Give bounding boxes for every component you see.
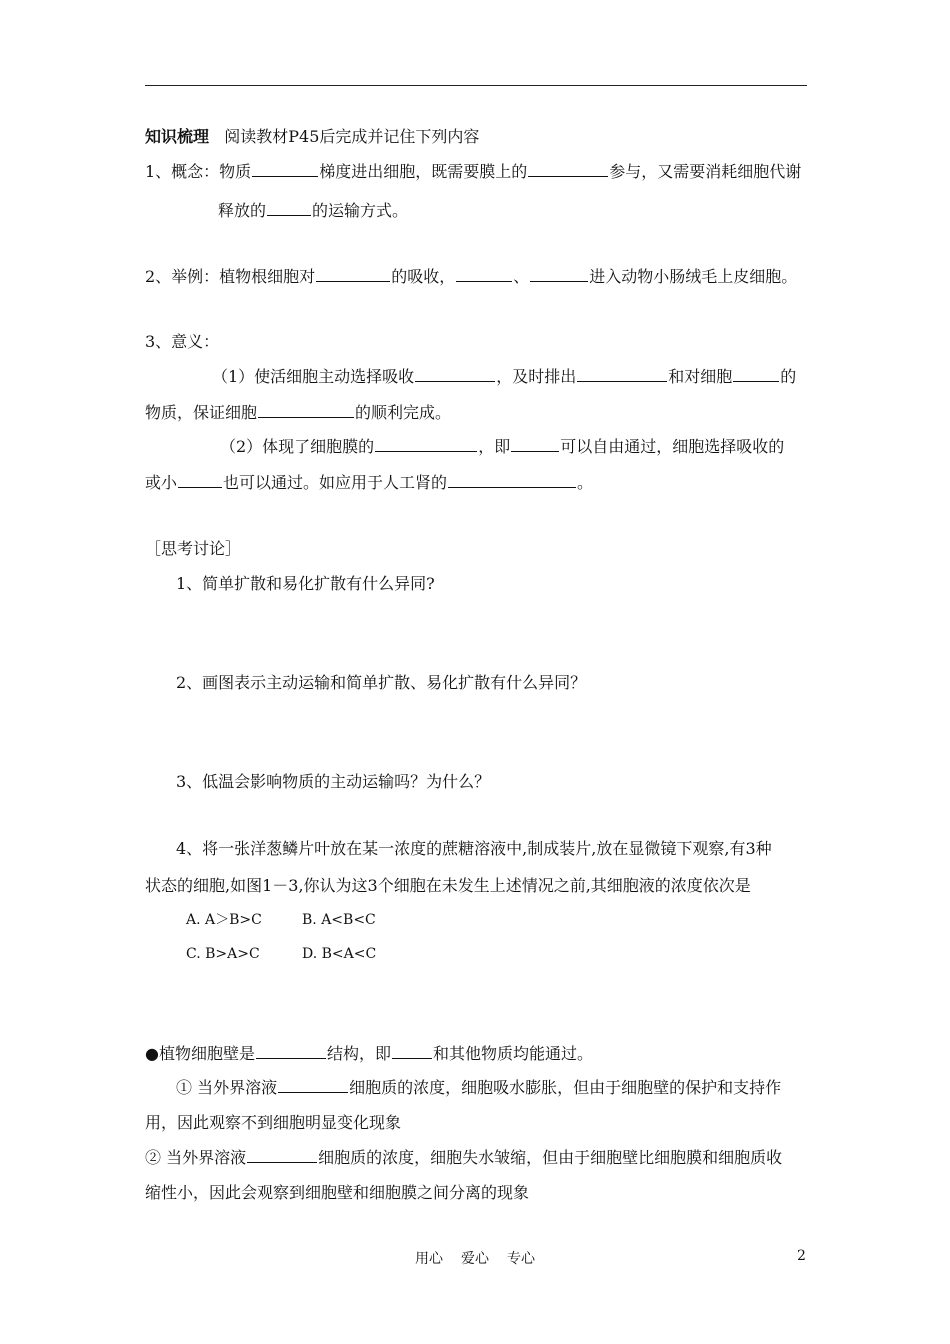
example-line <box>145 266 797 287</box>
option-a[interactable]: A. A＞B>C <box>186 912 262 928</box>
fill-blank[interactable] <box>178 472 222 488</box>
option-d[interactable]: D. B<A<C <box>302 946 377 962</box>
concept-line-1 <box>145 161 801 182</box>
meaning-title: 3、意义： <box>145 332 220 351</box>
text: （2）体现了细胞膜的 <box>220 437 375 456</box>
question-2: 2、画图表示主动运输和简单扩散、易化扩散有什么异同？ <box>176 673 587 692</box>
meaning-p1-line-2 <box>145 402 451 423</box>
heading-subtitle: 阅读教材P45后完成并记住下列内容 <box>224 127 480 146</box>
text: ① 当外界溶液 <box>176 1078 278 1097</box>
text: ，及时排出 <box>496 367 577 386</box>
fill-blank[interactable] <box>258 402 354 418</box>
fill-blank[interactable] <box>256 1043 326 1059</box>
option-c[interactable]: C. B>A>C <box>186 946 260 962</box>
cell-wall-p2-line-2: 缩性小，因此会观察到细胞壁和细胞膜之间分离的现象 <box>145 1183 530 1202</box>
cell-wall-p1-line-2: 用，因此观察不到细胞明显变化现象 <box>145 1113 402 1132</box>
text: 结构，即 <box>326 1044 391 1063</box>
text: 1、概念：物质 <box>145 162 252 181</box>
question-3: 3、低温会影响物质的主动运输吗？为什么？ <box>176 772 491 791</box>
fill-blank[interactable] <box>316 266 390 282</box>
text: 细胞质的浓度，细胞吸水膨胀，但由于细胞壁的保护和支持作 <box>349 1078 782 1097</box>
text: 的顺利完成。 <box>355 403 452 422</box>
text: 也可以通过。如应用于人工肾的 <box>223 473 448 492</box>
text: 参与，又需要消耗细胞代谢 <box>609 162 802 181</box>
footer-item: 爱心 <box>461 1251 489 1267</box>
text: 或小 <box>145 473 178 492</box>
fill-blank[interactable] <box>456 266 512 282</box>
meaning-p2-line-2 <box>145 472 593 493</box>
text: 物质，保证细胞 <box>145 403 258 422</box>
question-1: 1、简单扩散和易化扩散有什么异同? <box>176 574 435 593</box>
options-row-2 <box>186 944 376 964</box>
heading-title: 知识梳理 <box>145 127 210 146</box>
text: 释放的 <box>218 201 267 220</box>
fill-blank[interactable] <box>252 161 318 177</box>
discussion-title: ［思考讨论］ <box>145 539 242 558</box>
header-rule <box>145 85 807 86</box>
fill-blank[interactable] <box>278 1077 348 1093</box>
option-b[interactable]: B. A<B<C <box>302 912 376 928</box>
page-number: 2 <box>797 1248 806 1264</box>
text: ●植物细胞壁是 <box>145 1044 255 1063</box>
fill-blank[interactable] <box>511 436 559 452</box>
fill-blank[interactable] <box>267 200 311 216</box>
text: 的吸收， <box>391 267 456 286</box>
cell-wall-line <box>145 1043 593 1064</box>
meaning-p1-line-1 <box>212 366 796 387</box>
fill-blank[interactable] <box>733 366 779 382</box>
section-heading <box>145 127 479 147</box>
footer-slogan <box>0 1248 950 1268</box>
fill-blank[interactable] <box>247 1147 317 1163</box>
text: 细胞质的浓度，细胞失水皱缩，但由于细胞壁比细胞膜和细胞质收 <box>318 1148 783 1167</box>
fill-blank[interactable] <box>528 161 608 177</box>
question-4-line-1: 4、将一张洋葱鳞片叶放在某一浓度的蔗糖溶液中,制成装片,放在显微镜下观察,有3种 <box>176 839 772 858</box>
fill-blank[interactable] <box>392 1043 432 1059</box>
fill-blank[interactable] <box>530 266 588 282</box>
text: 梯度进出细胞，既需要膜上的 <box>319 162 528 181</box>
footer-item: 专心 <box>507 1251 535 1267</box>
fill-blank[interactable] <box>577 366 667 382</box>
question-4-line-2: 状态的细胞,如图1－3,你认为这3个细胞在未发生上述情况之前,其细胞液的浓度依次是 <box>145 876 751 895</box>
text: 和对细胞 <box>668 367 733 386</box>
text: 进入动物小肠绒毛上皮细胞。 <box>589 267 798 286</box>
text: 。 <box>577 473 594 492</box>
text: 、 <box>513 267 530 286</box>
fill-blank[interactable] <box>375 436 477 452</box>
text: 和其他物质均能通过。 <box>432 1044 593 1063</box>
fill-blank[interactable] <box>415 366 495 382</box>
cell-wall-p1-line-1 <box>176 1077 781 1098</box>
cell-wall-p2-line-1 <box>145 1147 782 1168</box>
text: 的运输方式。 <box>312 201 409 220</box>
fill-blank[interactable] <box>448 472 576 488</box>
text: 的 <box>780 367 797 386</box>
text: （1）使活细胞主动选择吸收 <box>212 367 415 386</box>
text: 2、举例：植物根细胞对 <box>145 267 316 286</box>
text: ，即 <box>478 437 511 456</box>
footer-item: 用心 <box>415 1251 443 1267</box>
meaning-p2-line-1 <box>220 436 784 457</box>
options-row-1 <box>186 910 376 930</box>
text: 可以自由通过，细胞选择吸收的 <box>560 437 785 456</box>
concept-line-2 <box>218 200 408 221</box>
text: ② 当外界溶液 <box>145 1148 247 1167</box>
